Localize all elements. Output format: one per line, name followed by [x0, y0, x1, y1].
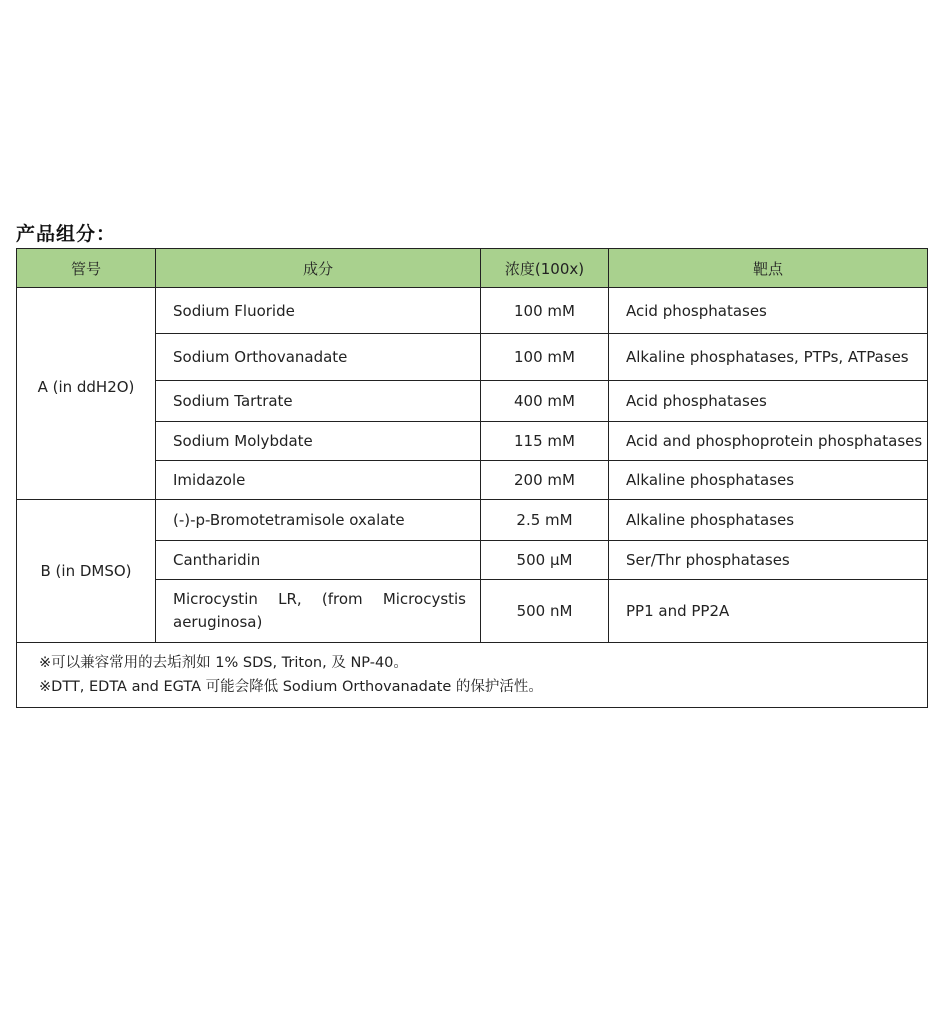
note-detergent-compatibility: ※可以兼容常用的去垢剂如 1% SDS, Triton, 及 NP-40。 — [39, 655, 408, 671]
target-cell: Acid phosphatases — [609, 288, 928, 334]
table-header-row — [17, 249, 928, 288]
components-table — [16, 248, 928, 708]
notes-row — [17, 643, 928, 708]
header-component: 成分 — [156, 249, 481, 288]
component-cell: Sodium Tartrate — [156, 381, 481, 422]
target-cell: Alkaline phosphatases — [609, 461, 928, 500]
concentration-cell: 500 nM — [481, 580, 609, 643]
concentration-cell: 2.5 mM — [481, 500, 609, 541]
concentration-cell: 115 mM — [481, 422, 609, 461]
component-cell: Sodium Orthovanadate — [156, 334, 481, 381]
tube-b-cell: B (in DMSO) — [17, 500, 156, 643]
target-cell: Acid and phosphoprotein phosphatases — [609, 422, 928, 461]
component-cell: Imidazole — [156, 461, 481, 500]
component-cell: Cantharidin — [156, 541, 481, 580]
notes-cell — [17, 643, 928, 708]
concentration-cell: 100 mM — [481, 334, 609, 381]
target-cell: Ser/Thr phosphatases — [609, 541, 928, 580]
component-cell: Microcystin LR, (from Microcystis aeruginosa) — [156, 580, 481, 643]
component-cell: Sodium Fluoride — [156, 288, 481, 334]
component-cell: Sodium Molybdate — [156, 422, 481, 461]
concentration-cell: 500 µM — [481, 541, 609, 580]
header-concentration: 浓度(100x) — [481, 249, 609, 288]
concentration-cell: 100 mM — [481, 288, 609, 334]
component-cell: (-)-p-Bromotetramisole oxalate — [156, 500, 481, 541]
tube-a-cell: A (in ddH2O) — [17, 288, 156, 500]
concentration-cell: 200 mM — [481, 461, 609, 500]
concentration-cell: 400 mM — [481, 381, 609, 422]
target-cell: Alkaline phosphatases, PTPs, ATPases — [609, 334, 928, 381]
header-target: 靶点 — [609, 249, 928, 288]
header-tube: 管号 — [17, 249, 156, 288]
target-cell: Alkaline phosphatases — [609, 500, 928, 541]
target-cell: Acid phosphatases — [609, 381, 928, 422]
table-row — [17, 500, 928, 541]
section-title: 产品组分： — [16, 223, 117, 245]
table-row — [17, 288, 928, 334]
target-cell: PP1 and PP2A — [609, 580, 928, 643]
note-dtt-edta-egta: ※DTT, EDTA and EGTA 可能会降低 Sodium Orthovanadate 的保护活性。 — [39, 679, 543, 695]
